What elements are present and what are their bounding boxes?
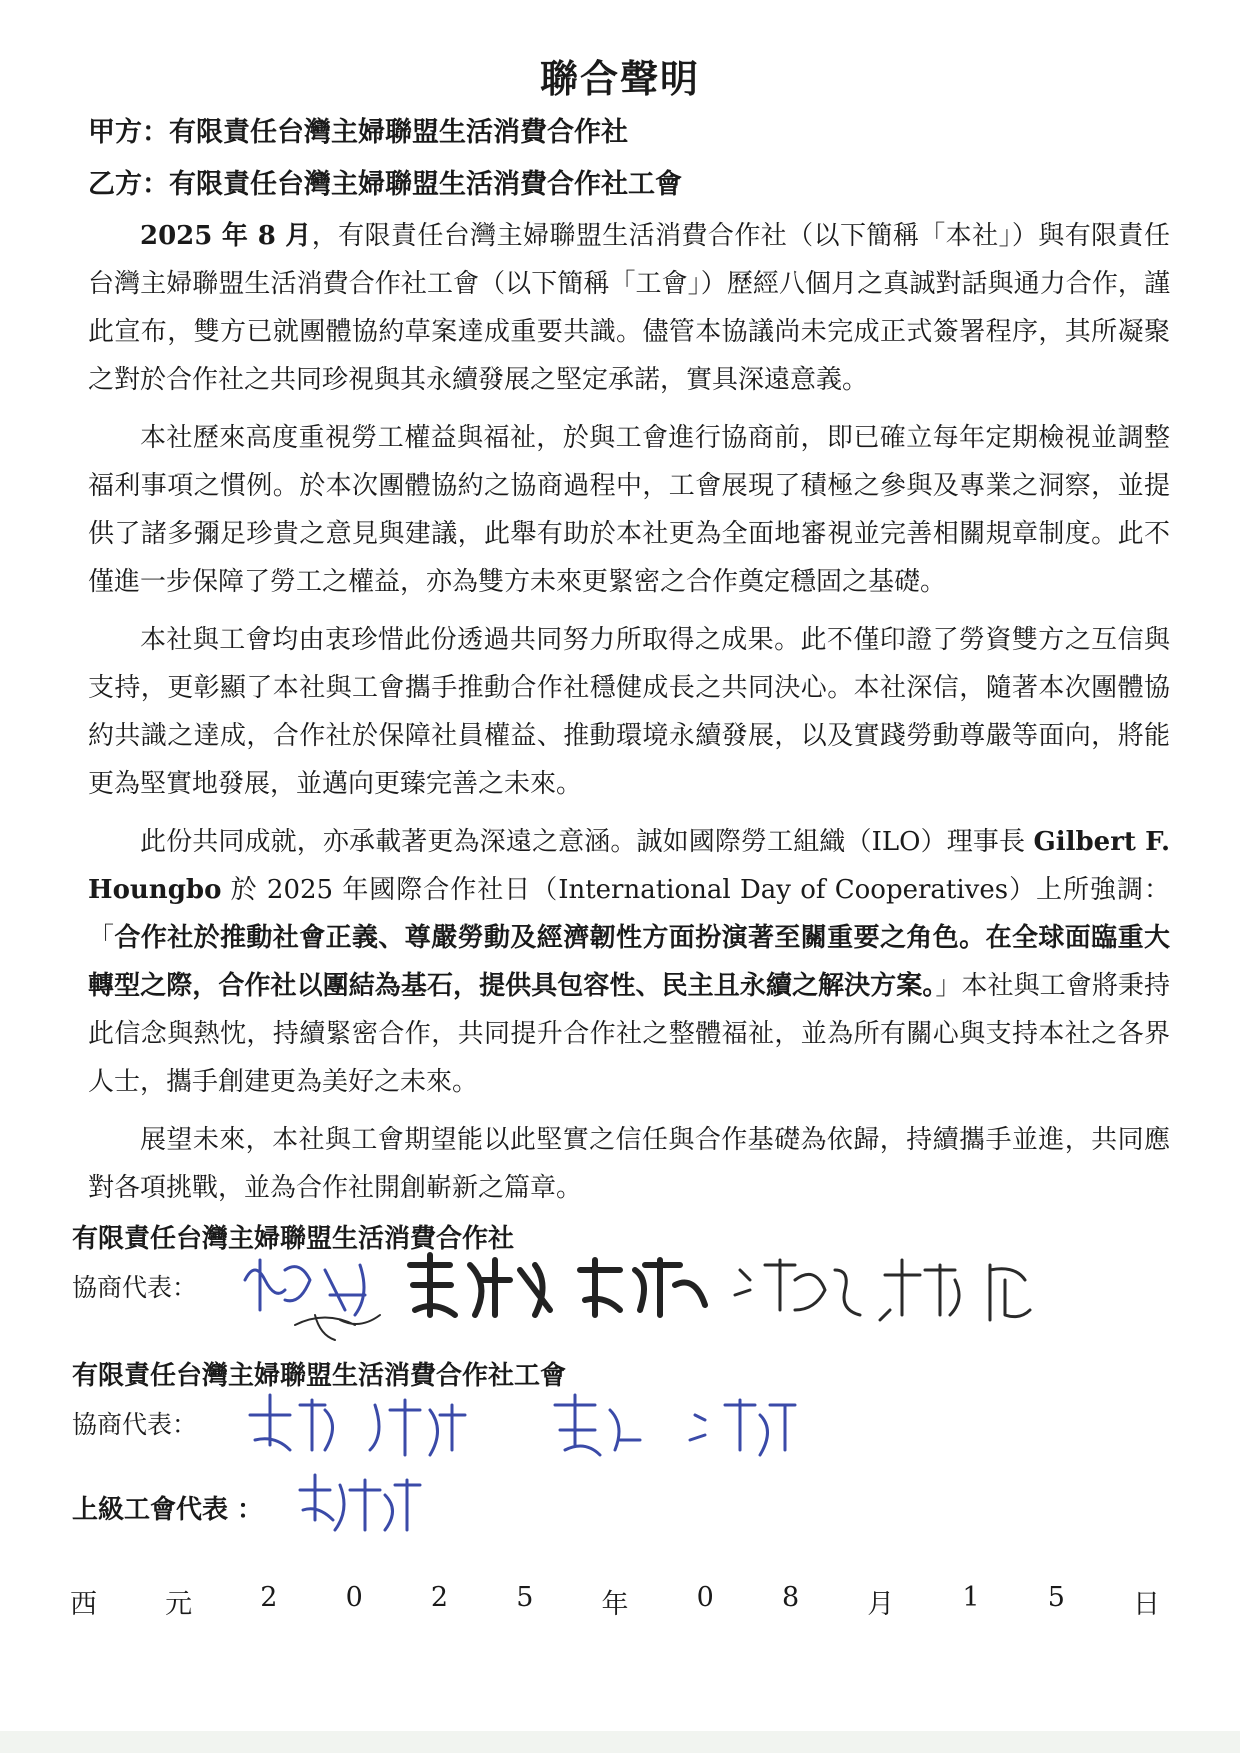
ilo-director-name: Gilbert F. Houngbo: [88, 827, 1170, 905]
cooperative-org-name: 有限責任台灣主婦聯盟生活消費合作社: [72, 1224, 515, 1254]
cooperative-rep-label: 協商代表：: [72, 1273, 198, 1302]
date-year-digit-4: 5: [516, 1582, 534, 1613]
date-day-digit-2: 5: [1047, 1582, 1065, 1613]
statement-body: [88, 212, 1170, 1222]
signature-6: [295, 1315, 380, 1340]
paragraph-3: 本社與工會均由衷珍惜此份透過共同努力所取得之成果。此不僅印證了勞資雙方之互信與支持，更彰顯了本社與工會攜手推動合作社穩健成長之共同決心。本社深信，隨著本次團體協約共識之達成，合作社於保障社員權益、推動環境永續發展，以及實踐勞動尊嚴等面向，將能更為堅實地發展，並邁向更臻完善之未來。: [88, 625, 1170, 799]
federation-signature: [295, 1465, 455, 1540]
paragraph-1: [88, 212, 1170, 404]
date-year-digit-2: 0: [345, 1582, 363, 1613]
date-lead: 2025 年 8 月: [140, 221, 312, 251]
paragraph-4-a: 此份共同成就，亦承載著更為深遠之意涵。誠如國際勞工組織（ILO）理事長: [140, 827, 1034, 857]
paragraph-4-b: 於 2025 年國際合作社日（International Day of Cooperatives）上所強調：「: [88, 875, 1170, 953]
date-month-digit-1: 0: [696, 1582, 714, 1613]
party-b-line: 乙方：有限責任台灣主婦聯盟生活消費合作社工會: [88, 169, 682, 200]
date-month-digit-2: 8: [781, 1582, 800, 1613]
union-signatures: [245, 1385, 905, 1465]
federation-rep-label: 上級工會代表 ：: [72, 1495, 264, 1525]
paragraph-4: [88, 818, 1170, 1106]
date-era-2: 元: [165, 1589, 193, 1620]
signature-3: [580, 1260, 705, 1315]
paragraph-1-text: ，有限責任台灣主婦聯盟生活消費合作社（以下簡稱「本社」）與有限責任台灣主婦聯盟生活消費合作社工會（以下簡稱「工會」）歷經八個月之真誠對話與通力合作，謹此宣布，雙方已就團體協約草案達成重要共識。儘管本協議尚未完成正式簽署程序，其所凝聚之對於合作社之共同珍視與其永續發展之堅定承諾，實具深遠意義。: [88, 221, 1170, 395]
date-day-digit-1: 1: [962, 1582, 980, 1613]
signature-10: [690, 1400, 795, 1455]
date-era-1: 西: [70, 1589, 97, 1620]
scan-bottom-edge: [0, 1731, 1240, 1753]
signature-8: [370, 1400, 465, 1455]
date-year-digit-3: 2: [430, 1582, 449, 1613]
signature-11: [300, 1475, 420, 1530]
ilo-quote: 合作社於推動社會正義、尊嚴勞動及經濟韌性方面扮演著至關重要之角色。在全球面臨重大轉型之際，合作社以團結為基石，提供具包容性、民主且永續之解決方案。: [88, 923, 1170, 1001]
signature-4: [735, 1260, 860, 1315]
signature-7: [250, 1395, 333, 1450]
date-line: [70, 1582, 1160, 1621]
signature-9: [555, 1395, 640, 1455]
signature-1: [245, 1260, 365, 1315]
date-month-label: 月: [867, 1589, 895, 1620]
party-a-line: 甲方：有限責任台灣主婦聯盟生活消費合作社: [88, 117, 628, 148]
date-year-digit-1: 2: [260, 1582, 278, 1613]
signature-2: [410, 1255, 550, 1315]
paragraph-2: 本社歷來高度重視勞工權益與福祉，於與工會進行協商前，即已確立每年定期檢視並調整福利事項之慣例。於本次團體協約之協商過程中，工會展現了積極之參與及專業之洞察，並提供了諸多彌足珍貴之意見與建議，此舉有助於本社更為全面地審視並完善相關規章制度。此不僅進一步保障了勞工之權益，亦為雙方未來更緊密之合作奠定穩固之基礎。: [88, 423, 1170, 597]
union-rep-label: 協商代表：: [72, 1410, 198, 1439]
union-org-name: 有限責任台灣主婦聯盟生活消費合作社工會: [72, 1361, 567, 1391]
paragraph-5: 展望未來，本社與工會期望能以此堅實之信任與合作基礎為依歸，持續攜手並進，共同應對各項挑戰，並為合作社開創嶄新之篇章。: [88, 1125, 1170, 1203]
date-year-label: 年: [601, 1589, 629, 1620]
date-day-label: 日: [1133, 1589, 1160, 1620]
cooperative-signatures: [235, 1240, 1135, 1350]
paragraph-4-c: 」本社與工會將秉持此信念與熱忱，持續緊密合作，共同提升合作社之整體福祉，並為所有關心與支持本社之各界人士，攜手創建更為美好之未來。: [88, 971, 1170, 1097]
document-title: 聯合聲明: [539, 57, 700, 101]
signature-5: [880, 1260, 1030, 1320]
